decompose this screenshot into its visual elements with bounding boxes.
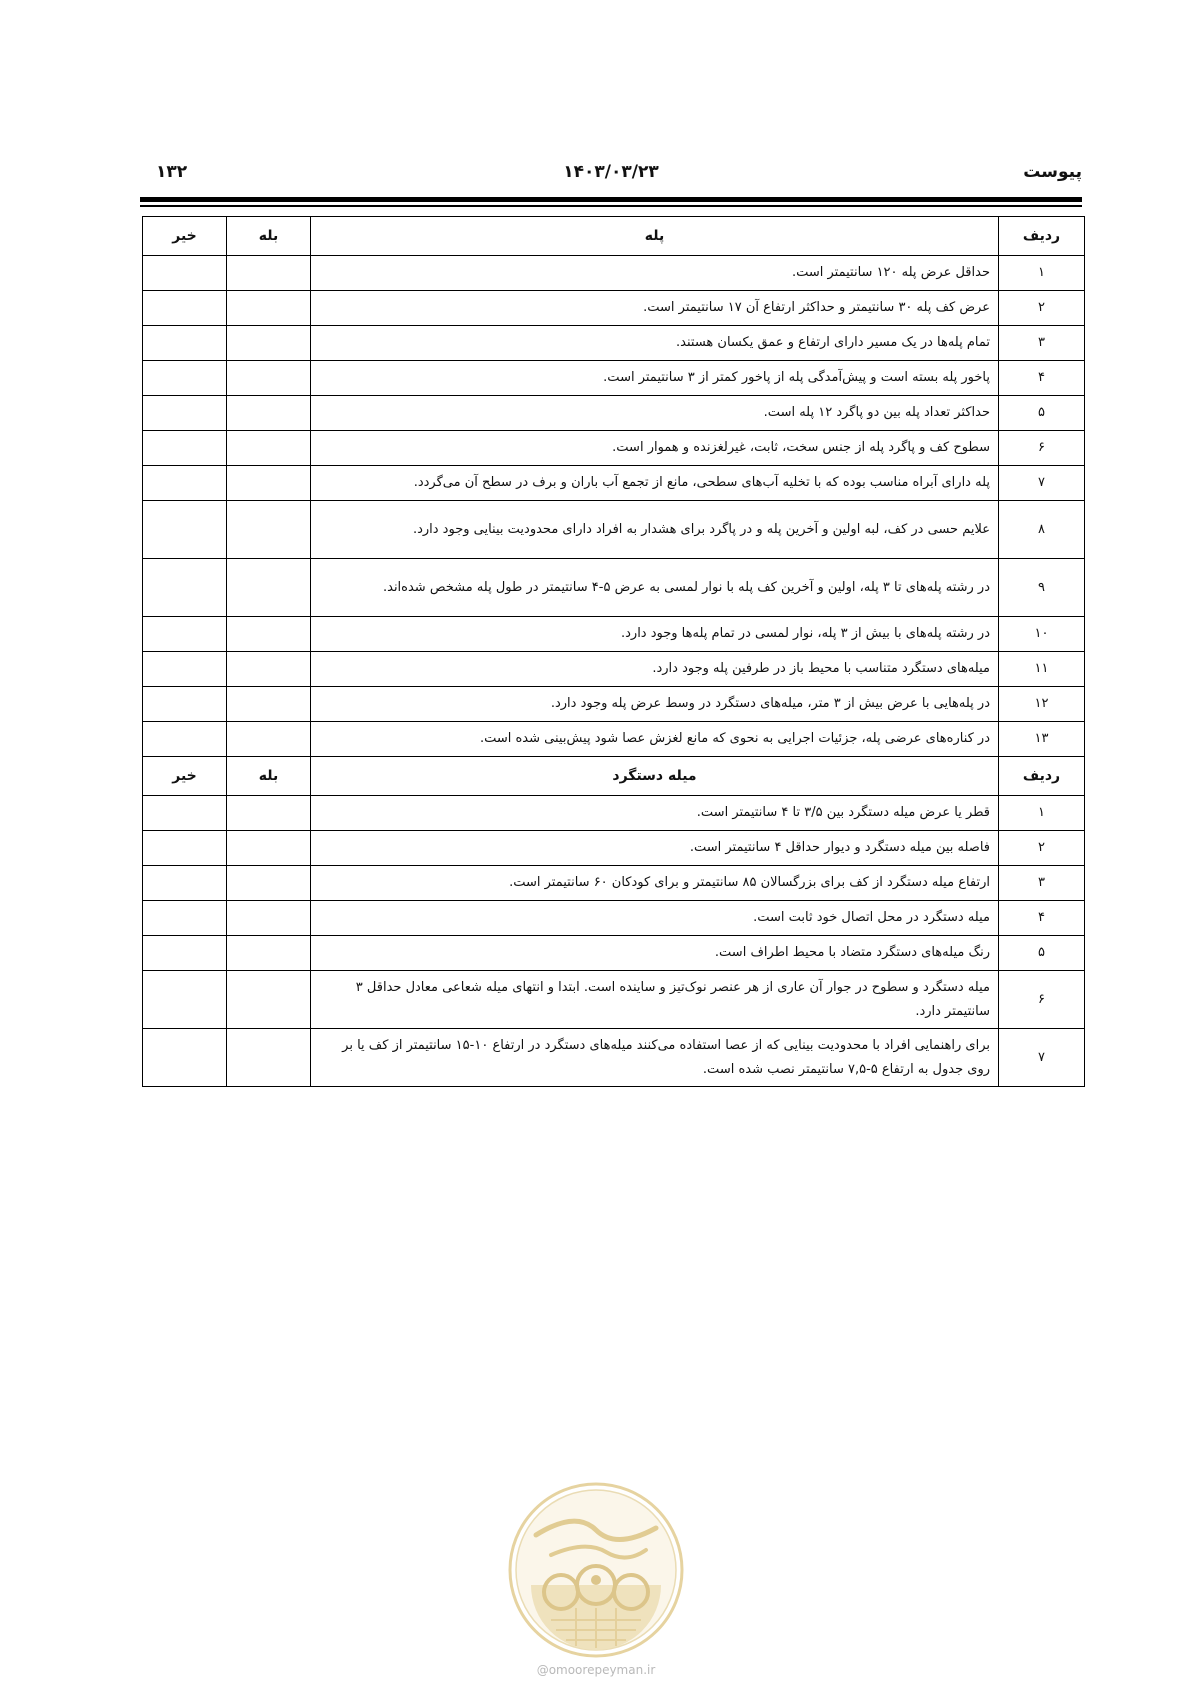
yes-cell[interactable]: [227, 971, 311, 1029]
row-text: رنگ میله‌های دستگرد متضاد با محیط اطراف است.: [311, 936, 999, 971]
no-cell[interactable]: [143, 796, 227, 831]
no-cell[interactable]: [143, 326, 227, 361]
row-number: ۱۳: [999, 722, 1085, 757]
row-number: ۷: [999, 1029, 1085, 1087]
table-row: [143, 466, 1085, 501]
table-row: [143, 1029, 1085, 1087]
no-cell[interactable]: [143, 617, 227, 652]
row-text: میله دستگرد در محل اتصال خود ثابت است.: [311, 901, 999, 936]
no-cell[interactable]: [143, 1029, 227, 1087]
col-header-yes: بله: [227, 217, 311, 256]
stairs-header-row: [143, 217, 1085, 256]
yes-cell[interactable]: [227, 831, 311, 866]
no-cell[interactable]: [143, 559, 227, 617]
handrail-header-row: [143, 757, 1085, 796]
row-number: ۵: [999, 936, 1085, 971]
table-row: [143, 256, 1085, 291]
row-text: سطوح کف و پاگرد پله از جنس سخت، ثابت، غیرلغزنده و هموار است.: [311, 431, 999, 466]
no-cell[interactable]: [143, 501, 227, 559]
table-row: [143, 936, 1085, 971]
table-row: [143, 971, 1085, 1029]
row-number: ۷: [999, 466, 1085, 501]
row-text: پاخور پله بسته است و پیش‌آمدگی پله از پاخور کمتر از ۳ سانتیمتر است.: [311, 361, 999, 396]
row-text: پله دارای آبراه مناسب بوده که با تخلیه آب‌های سطحی، مانع از تجمع آب باران و برف در سطح آن می‌گردد.: [311, 466, 999, 501]
table-row: [143, 291, 1085, 326]
yes-cell[interactable]: [227, 617, 311, 652]
table-row: [143, 722, 1085, 757]
table-row: [143, 396, 1085, 431]
col-header-row-number: ردیف: [999, 757, 1085, 796]
row-text: تمام پله‌ها در یک مسیر دارای ارتفاع و عمق یکسان هستند.: [311, 326, 999, 361]
table-row: [143, 901, 1085, 936]
row-text: علایم حسی در کف، لبه اولین و آخرین پله و در پاگرد برای هشدار به افراد دارای محدودیت بینایی وجود دارد.: [311, 501, 999, 559]
row-text: در پله‌هایی با عرض بیش از ۳ متر، میله‌های دستگرد در وسط عرض پله وجود دارد.: [311, 687, 999, 722]
no-cell[interactable]: [143, 396, 227, 431]
row-text: میله دستگرد و سطوح در جوار آن عاری از هر عنصر نوک‌تیز و ساینده است. ابتدا و انتهای میله شعاعی معادل حداقل ۳ سانتیمتر دارد.: [311, 971, 999, 1029]
row-text: حداقل عرض پله ۱۲۰ سانتیمتر است.: [311, 256, 999, 291]
row-text: عرض کف پله ۳۰ سانتیمتر و حداکثر ارتفاع آن ۱۷ سانتیمتر است.: [311, 291, 999, 326]
row-number: ۸: [999, 501, 1085, 559]
header-rule-thin: [140, 205, 1082, 207]
header-date: ۱۴۰۳/۰۳/۲۳: [563, 162, 659, 182]
yes-cell[interactable]: [227, 652, 311, 687]
col-header-no: خیر: [143, 217, 227, 256]
page-header: [140, 160, 1082, 190]
watermark-seal-logo: [506, 1480, 686, 1660]
row-number: ۴: [999, 901, 1085, 936]
table-row: [143, 559, 1085, 617]
row-number: ۳: [999, 326, 1085, 361]
col-header-handrail: میله دستگرد: [311, 757, 999, 796]
yes-cell[interactable]: [227, 326, 311, 361]
row-number: ۴: [999, 361, 1085, 396]
yes-cell[interactable]: [227, 291, 311, 326]
row-text: در رشته پله‌های تا ۳ پله، اولین و آخرین کف پله با نوار لمسی به عرض ۵-۴ سانتیمتر در طول پله مشخص شده‌اند.: [311, 559, 999, 617]
no-cell[interactable]: [143, 936, 227, 971]
header-rule-thick: [140, 197, 1082, 202]
row-text: ارتفاع میله دستگرد از کف برای بزرگسالان ۸۵ سانتیمتر و برای کودکان ۶۰ سانتیمتر است.: [311, 866, 999, 901]
row-number: ۵: [999, 396, 1085, 431]
yes-cell[interactable]: [227, 396, 311, 431]
row-number: ۱: [999, 256, 1085, 291]
table-row: [143, 831, 1085, 866]
col-header-row-number: ردیف: [999, 217, 1085, 256]
section-title: پیوست: [1023, 162, 1082, 182]
yes-cell[interactable]: [227, 431, 311, 466]
table-row: [143, 866, 1085, 901]
col-header-stairs: پله: [311, 217, 999, 256]
row-number: ۲: [999, 291, 1085, 326]
yes-cell[interactable]: [227, 559, 311, 617]
yes-cell[interactable]: [227, 866, 311, 901]
row-text: حداکثر تعداد پله بین دو پاگرد ۱۲ پله است.: [311, 396, 999, 431]
table-row: [143, 687, 1085, 722]
yes-cell[interactable]: [227, 1029, 311, 1087]
no-cell[interactable]: [143, 687, 227, 722]
no-cell[interactable]: [143, 831, 227, 866]
table-row: [143, 617, 1085, 652]
row-number: ۲: [999, 831, 1085, 866]
row-text: قطر یا عرض میله دستگرد بین ۳/۵ تا ۴ سانتیمتر است.: [311, 796, 999, 831]
table-row: [143, 326, 1085, 361]
row-number: ۱۱: [999, 652, 1085, 687]
row-number: ۶: [999, 971, 1085, 1029]
no-cell[interactable]: [143, 291, 227, 326]
table-row: [143, 361, 1085, 396]
no-cell[interactable]: [143, 256, 227, 291]
page-number: ۱۳۲: [156, 162, 188, 182]
yes-cell[interactable]: [227, 256, 311, 291]
yes-cell[interactable]: [227, 466, 311, 501]
yes-cell[interactable]: [227, 796, 311, 831]
col-header-no: خیر: [143, 757, 227, 796]
table-row: [143, 501, 1085, 559]
row-number: ۱۲: [999, 687, 1085, 722]
no-cell[interactable]: [143, 722, 227, 757]
row-number: ۱۰: [999, 617, 1085, 652]
row-text: در کناره‌های عرضی پله، جزئیات اجرایی به نحوی که مانع لغزش عصا شود پیش‌بینی شده است.: [311, 722, 999, 757]
no-cell[interactable]: [143, 466, 227, 501]
row-number: ۳: [999, 866, 1085, 901]
row-number: ۹: [999, 559, 1085, 617]
no-cell[interactable]: [143, 361, 227, 396]
yes-cell[interactable]: [227, 687, 311, 722]
row-text: میله‌های دستگرد متناسب با محیط باز در طرفین پله وجود دارد.: [311, 652, 999, 687]
table-row: [143, 652, 1085, 687]
row-number: ۱: [999, 796, 1085, 831]
row-text: برای راهنمایی افراد با محدودیت بینایی که از عصا استفاده می‌کنند میله‌های دستگرد در ارتفاع ۱۰-۱۵ سانتیمتر از کف یا بر روی جدول به ارتفاع ۵-۷,۵ سانتیمتر نصب شده است.: [311, 1029, 999, 1087]
yes-cell[interactable]: [227, 901, 311, 936]
no-cell[interactable]: [143, 431, 227, 466]
no-cell[interactable]: [143, 866, 227, 901]
watermark-url: @omoorepeyman.ir: [536, 1663, 656, 1677]
row-text: فاصله بین میله دستگرد و دیوار حداقل ۴ سانتیمتر است.: [311, 831, 999, 866]
seal-icon: [506, 1480, 686, 1660]
yes-cell[interactable]: [227, 722, 311, 757]
checklist-table: [142, 216, 1085, 1087]
table-row: [143, 431, 1085, 466]
no-cell[interactable]: [143, 901, 227, 936]
yes-cell[interactable]: [227, 936, 311, 971]
no-cell[interactable]: [143, 652, 227, 687]
row-text: در رشته پله‌های با بیش از ۳ پله، نوار لمسی در تمام پله‌ها وجود دارد.: [311, 617, 999, 652]
row-number: ۶: [999, 431, 1085, 466]
yes-cell[interactable]: [227, 361, 311, 396]
table-row: [143, 796, 1085, 831]
no-cell[interactable]: [143, 971, 227, 1029]
col-header-yes: بله: [227, 757, 311, 796]
yes-cell[interactable]: [227, 501, 311, 559]
